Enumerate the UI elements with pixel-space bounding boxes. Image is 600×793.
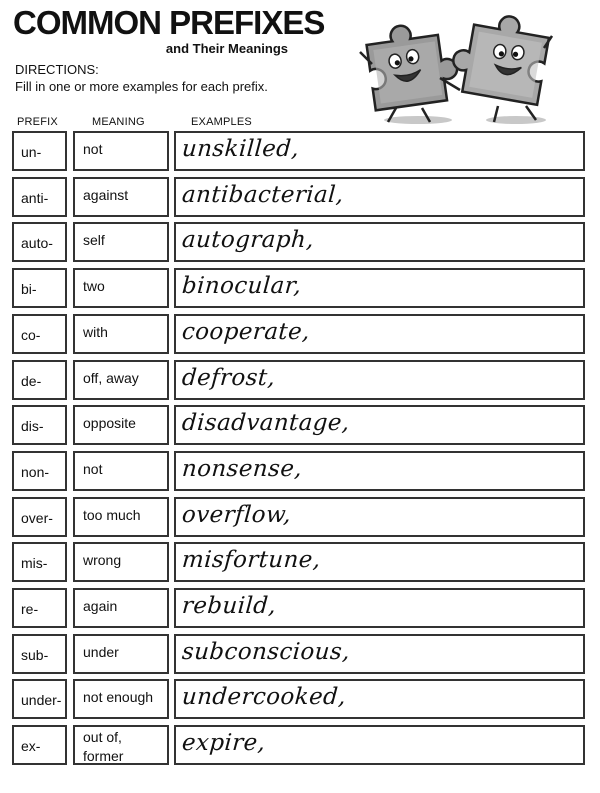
- meaning-text: under: [83, 643, 119, 660]
- meaning-cell: [73, 268, 169, 308]
- prefix-cell: [12, 451, 67, 491]
- example-text: defrost,: [181, 364, 277, 391]
- table-row: [0, 634, 600, 674]
- example-field[interactable]: [174, 131, 585, 171]
- meaning-cell: [73, 451, 169, 491]
- prefix-text: anti-: [21, 189, 49, 206]
- directions-text: Fill in one or more examples for each prefix.: [15, 79, 268, 94]
- meaning-text: out of, former: [83, 729, 124, 765]
- example-text: undercooked,: [181, 684, 347, 711]
- meaning-text: self: [83, 232, 105, 249]
- example-text: cooperate,: [181, 318, 311, 345]
- example-text: disadvantage,: [181, 410, 351, 437]
- example-field[interactable]: [174, 588, 585, 628]
- prefix-cell: [12, 405, 67, 445]
- table-row: [0, 451, 600, 491]
- table-row: [0, 588, 600, 628]
- prefix-cell: [12, 679, 67, 719]
- meaning-text: again: [83, 598, 118, 614]
- prefix-text: dis-: [21, 418, 44, 435]
- meaning-cell: [73, 542, 169, 582]
- example-field[interactable]: [174, 314, 585, 354]
- example-field[interactable]: [174, 177, 585, 217]
- example-field[interactable]: [174, 634, 585, 674]
- meaning-text: not: [83, 460, 103, 477]
- table-row: [0, 268, 600, 308]
- prefix-cell: [12, 542, 67, 582]
- prefix-text: ex-: [21, 738, 41, 755]
- prefix-text: auto-: [21, 235, 53, 252]
- prefix-text: re-: [21, 601, 39, 617]
- meaning-cell: [73, 360, 169, 400]
- page-title: COMMON PREFIXES: [13, 4, 325, 41]
- meaning-text: opposite: [83, 415, 136, 432]
- example-text: unskilled,: [181, 136, 301, 162]
- example-field[interactable]: [174, 497, 585, 537]
- example-text: overflow,: [181, 501, 292, 528]
- table-row: [0, 177, 600, 217]
- meaning-text: not: [83, 141, 103, 157]
- meaning-cell: [73, 222, 169, 262]
- meaning-text: wrong: [83, 552, 122, 569]
- prefix-text: co-: [21, 326, 41, 343]
- meaning-cell: [73, 497, 169, 537]
- prefix-cell: [12, 497, 67, 537]
- prefix-text: de-: [21, 372, 42, 389]
- puzzle-pieces-icon: [348, 8, 553, 126]
- example-text: subconscious,: [181, 638, 351, 665]
- prefix-cell: [12, 314, 67, 354]
- meaning-cell: [73, 177, 169, 217]
- example-field[interactable]: [174, 679, 585, 719]
- meaning-cell: [73, 634, 169, 674]
- example-text: expire,: [181, 730, 267, 757]
- column-header-examples: EXAMPLES: [191, 116, 252, 128]
- meaning-cell: [73, 588, 169, 628]
- column-header-meaning: MEANING: [92, 116, 145, 128]
- prefix-cell: [12, 588, 67, 628]
- directions: [15, 61, 268, 95]
- column-header-prefix: PREFIX: [17, 116, 58, 128]
- prefix-cell: [12, 634, 67, 674]
- prefix-cell: [12, 725, 67, 765]
- table-row: [0, 131, 600, 171]
- example-text: binocular,: [181, 273, 303, 300]
- table-row: [0, 360, 600, 400]
- example-field[interactable]: [174, 542, 585, 582]
- prefix-text: bi-: [21, 281, 37, 298]
- example-text: autograph,: [181, 227, 315, 254]
- example-field[interactable]: [174, 451, 585, 491]
- example-field[interactable]: [174, 405, 585, 445]
- table-row: [0, 679, 600, 719]
- meaning-cell: [73, 725, 169, 765]
- example-field[interactable]: [174, 360, 585, 400]
- table-row: [0, 542, 600, 582]
- example-field[interactable]: [174, 222, 585, 262]
- prefix-text: mis-: [21, 555, 48, 572]
- meaning-text: against: [83, 186, 129, 203]
- prefix-cell: [12, 177, 67, 217]
- meaning-cell: [73, 131, 169, 171]
- meaning-text: off, away: [83, 369, 139, 386]
- prefix-text: over-: [21, 509, 53, 526]
- example-text: antibacterial,: [181, 181, 345, 208]
- prefix-cell: [12, 360, 67, 400]
- meaning-text: not enough: [83, 689, 154, 706]
- page-subtitle: and Their Meanings: [165, 41, 288, 56]
- table-row: [0, 725, 600, 765]
- example-text: nonsense,: [181, 455, 303, 482]
- example-text: rebuild,: [181, 593, 278, 619]
- example-text: misfortune,: [181, 547, 322, 574]
- prefix-cell: [12, 131, 67, 171]
- table-row: [0, 497, 600, 537]
- meaning-cell: [73, 405, 169, 445]
- example-field[interactable]: [174, 725, 585, 765]
- prefix-cell: [12, 222, 67, 262]
- table-row: [0, 222, 600, 262]
- prefix-text: un-: [21, 144, 42, 160]
- meaning-cell: [73, 314, 169, 354]
- meaning-text: two: [83, 278, 105, 295]
- table-row: [0, 405, 600, 445]
- meaning-text: too much: [83, 506, 141, 523]
- meaning-cell: [73, 679, 169, 719]
- prefix-text: under-: [21, 692, 62, 709]
- prefix-cell: [12, 268, 67, 308]
- prefix-text: sub-: [21, 646, 49, 663]
- directions-label: DIRECTIONS:: [15, 62, 99, 77]
- prefix-text: non-: [21, 463, 50, 480]
- example-field[interactable]: [174, 268, 585, 308]
- table-row: [0, 314, 600, 354]
- meaning-text: with: [83, 323, 108, 340]
